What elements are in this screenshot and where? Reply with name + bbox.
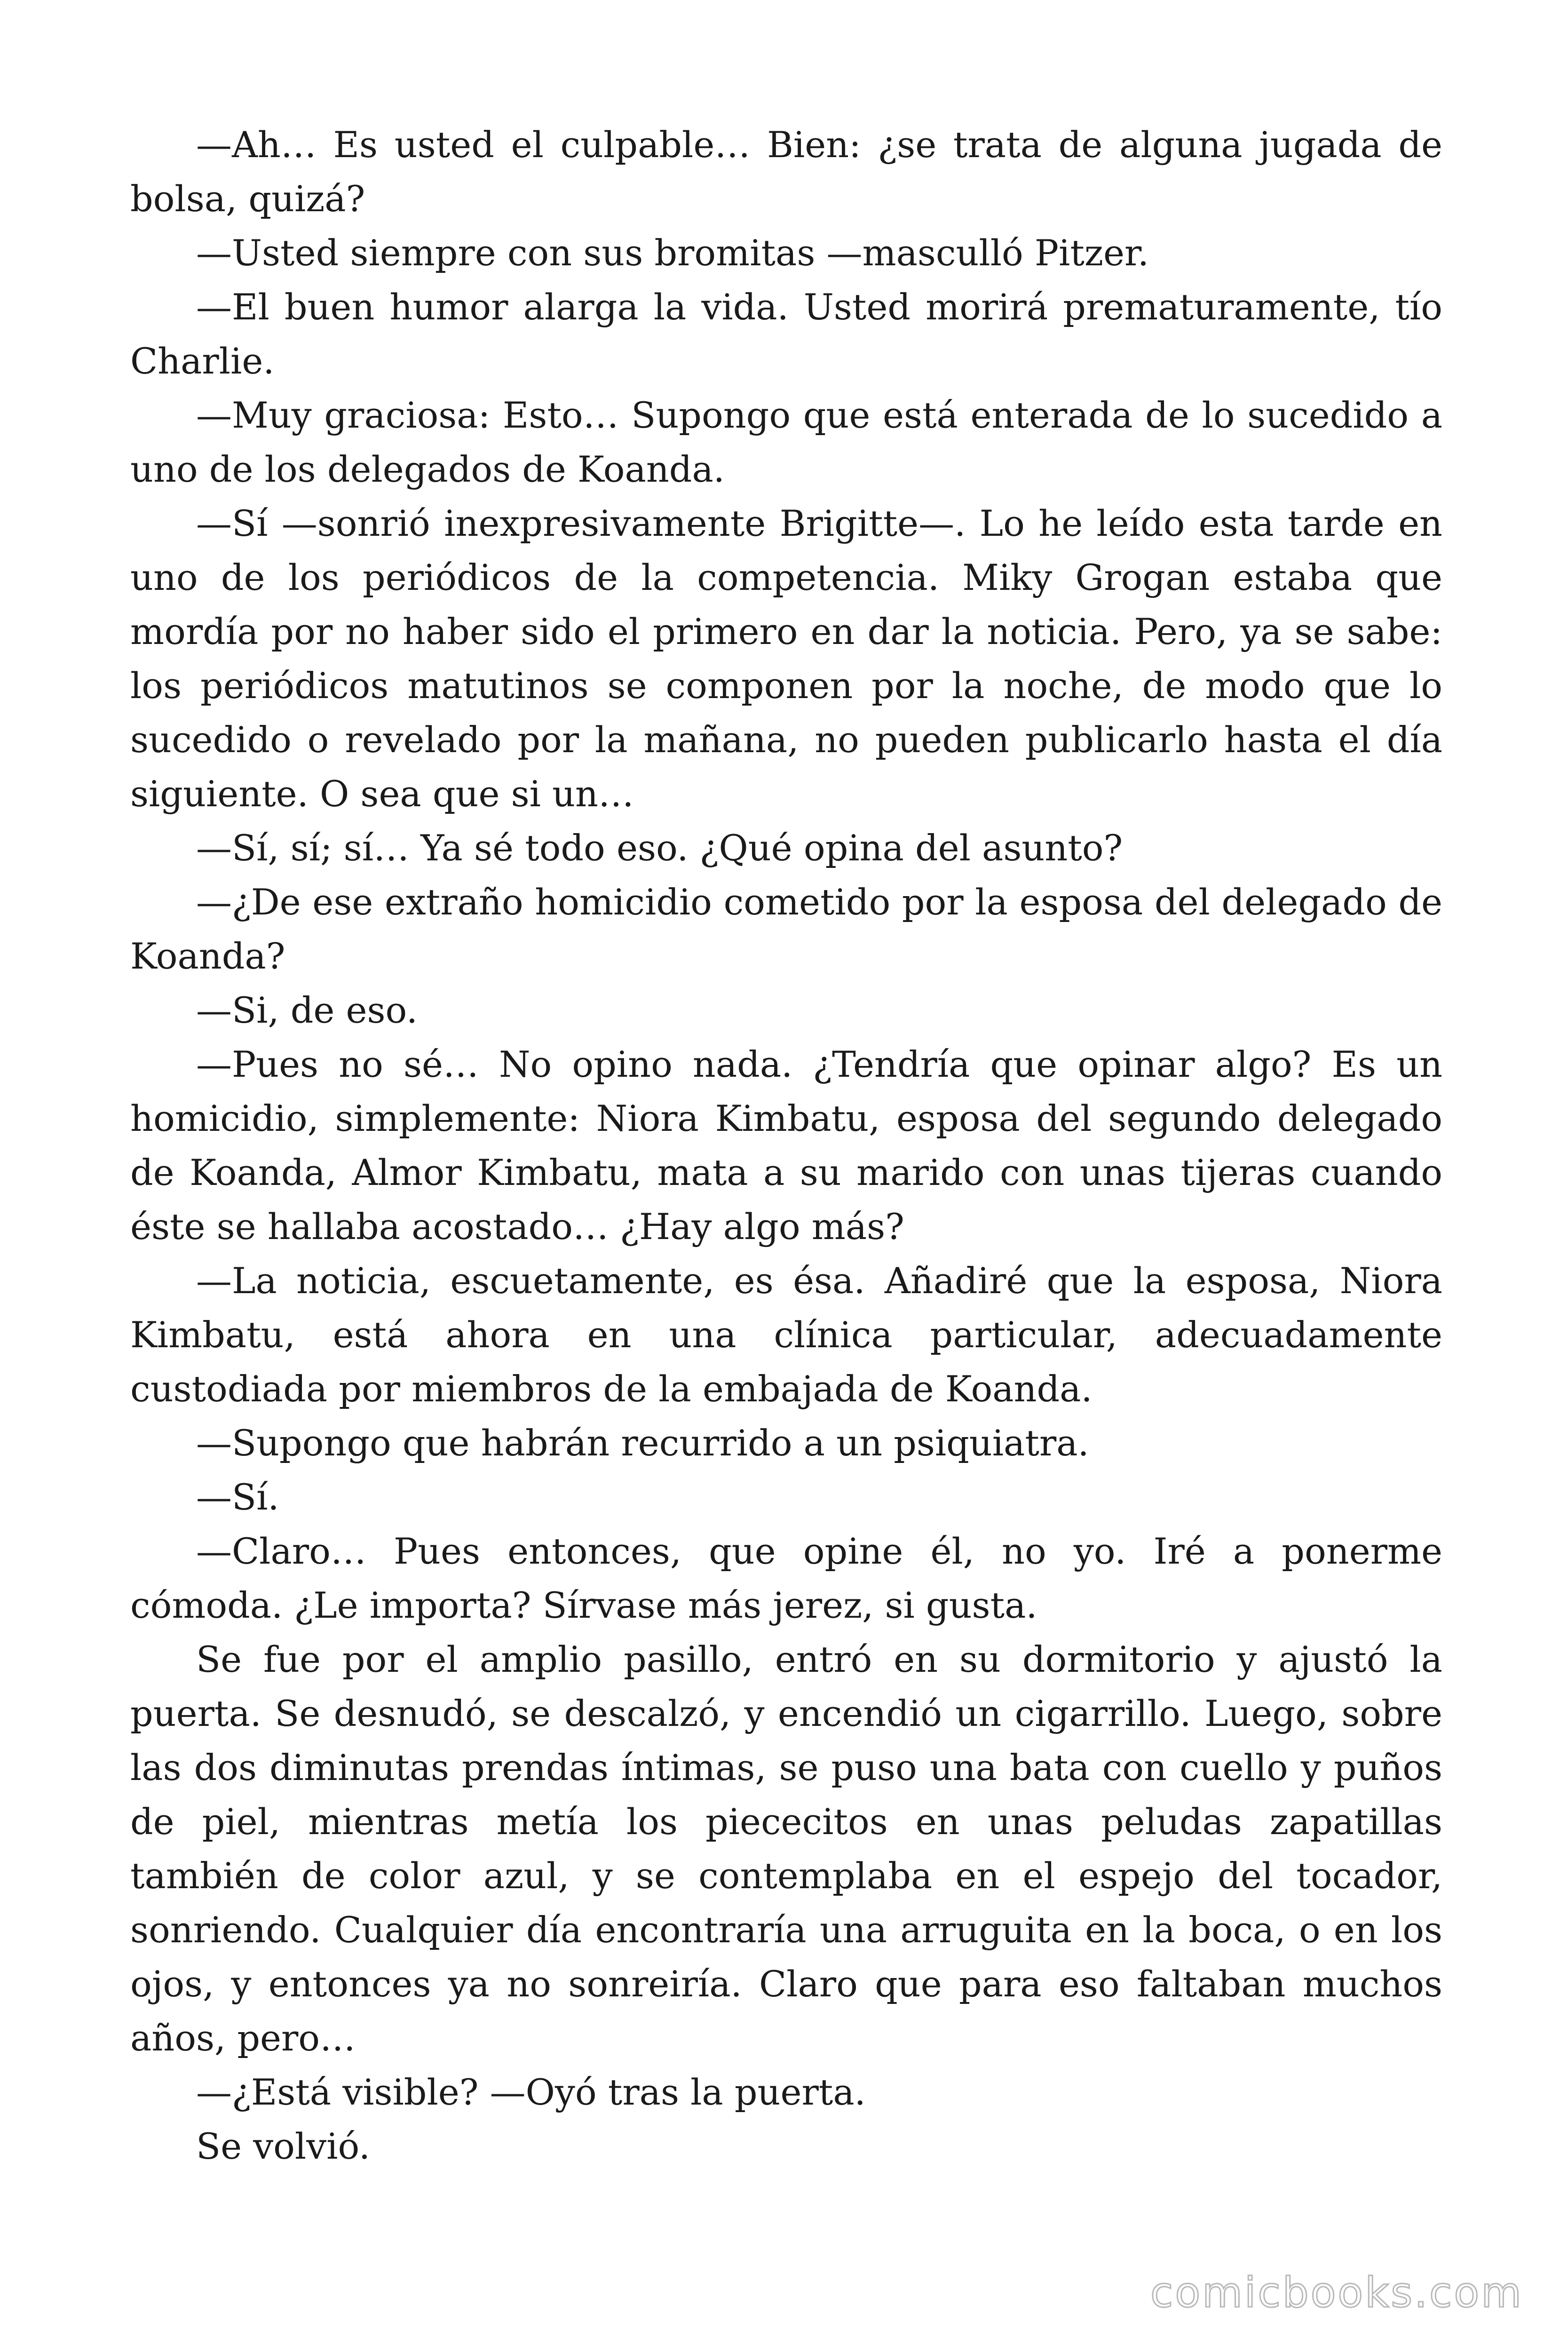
paragraph: —Sí, sí; sí… Ya sé todo eso. ¿Qué opina del asunto? xyxy=(196,827,1123,869)
paragraph: —Ah… Es usted el culpable… Bien: ¿se trata de alguna jugada de bolsa, quizá? xyxy=(130,124,1442,220)
paragraph: —Claro… Pues entonces, que opine él, no yo. Iré a ponerme cómoda. ¿Le importa? Sírvase más jerez, si gusta. xyxy=(130,1530,1442,1626)
paragraph: —Sí —sonrió inexpresivamente Brigitte—. Lo he leído esta tarde en uno de los periódicos de la competencia. Miky Grogan estaba que mordía por no haber sido el primero en dar la noticia. Pero, ya se sabe: los periódicos matutinos se componen por la noche, de modo que lo sucedido o revelado por la mañana, no pueden publicarlo hasta el día siguiente. O sea que si un… xyxy=(130,502,1442,815)
paragraph: —Sí. xyxy=(196,1476,279,1518)
paragraph: —La noticia, escuetamente, es ésa. Añadiré que la esposa, Niora Kimbatu, está ahora en una clínica particular, adecuadamente custodiada por miembros de la embajada de Koanda. xyxy=(130,1260,1442,1410)
paragraph: —Muy graciosa: Esto… Supongo que está enterada de lo sucedido a uno de los delegados de Koanda. xyxy=(130,394,1442,490)
paragraph: —Si, de eso. xyxy=(196,989,418,1031)
paragraph: —¿De ese extraño homicidio cometido por la esposa del delegado de Koanda? xyxy=(130,881,1442,977)
paragraph: —El buen humor alarga la vida. Usted morirá prematuramente, tío Charlie. xyxy=(130,286,1442,382)
page-body xyxy=(130,118,1442,2173)
paragraph: —Pues no sé… No opino nada. ¿Tendría que opinar algo? Es un homicidio, simplemente: Niora Kimbatu, esposa del segundo delegado de Koanda, Almor Kimbatu, mata a su marido con unas tijeras cuando éste se hallaba acostado… ¿Hay algo más? xyxy=(130,1043,1442,1248)
paragraph: Se fue por el amplio pasillo, entró en su dormitorio y ajustó la puerta. Se desnudó, se descalzó, y encendió un cigarrillo. Luego, sobre las dos diminutas prendas íntimas, se puso una bata con cuello y puños de piel, mientras metía los piececitos en unas peludas zapatillas también de color azul, y se contemplaba en el espejo del tocador, sonriendo. Cualquier día encontraría una arruguita en la boca, o en los ojos, y entonces ya no sonreiría. Claro que para eso faltaban muchos años, pero… xyxy=(130,1638,1442,2059)
paragraph: —¿Está visible? —Oyó tras la puerta. xyxy=(196,2071,866,2113)
paragraph: —Supongo que habrán recurrido a un psiquiatra. xyxy=(196,1422,1089,1464)
paragraph: Se volvió. xyxy=(196,2125,371,2167)
watermark: comicbooks.com xyxy=(1150,2268,1523,2317)
paragraph: —Usted siempre con sus bromitas —masculló Pitzer. xyxy=(196,232,1149,274)
